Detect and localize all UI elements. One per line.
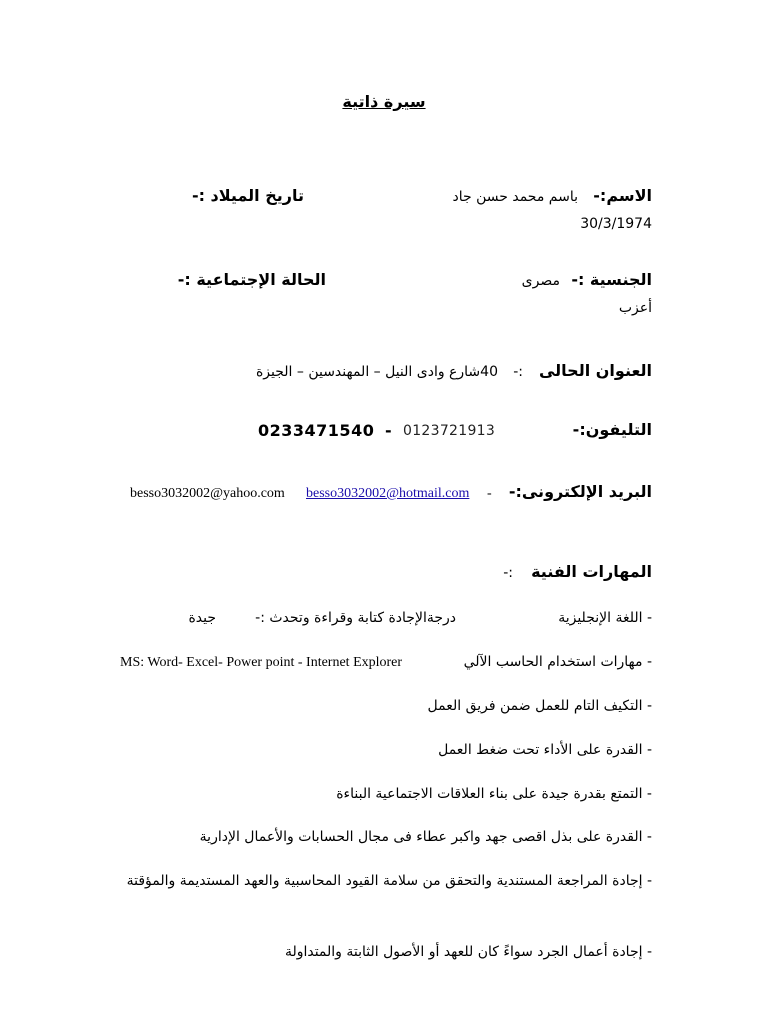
skill-computer-label: - مهارات استخدام الحاسب الآلي xyxy=(463,654,652,670)
skill-english-level: جيدة xyxy=(188,610,216,626)
email-sep: - xyxy=(487,486,492,501)
email-hotmail-link[interactable]: besso3032002@hotmail.com xyxy=(306,486,470,501)
skill-item-teamwork: - التكيف التام للعمل ضمن فريق العمل xyxy=(427,698,652,714)
birth-value: 30/3/1974 xyxy=(580,216,652,232)
page-title: سيرة ذاتية xyxy=(342,92,426,111)
phone-label: التليفون:- xyxy=(572,420,652,439)
birth-label: تاريخ الميلاد :- xyxy=(191,186,304,205)
email-yahoo: besso3032002@yahoo.com xyxy=(130,486,285,501)
nationality-label: الجنسية :- xyxy=(571,270,652,289)
skills-label: المهارات الفنية xyxy=(531,562,652,581)
skill-item-effort: - القدرة على بذل اقصى جهد واكبر عطاء فى مجال الحسابات والأعمال الإدارية xyxy=(199,829,652,845)
address-value: 40شارع وادى النيل – المهندسين – الجيزة xyxy=(255,364,498,380)
skill-english-degree: درجةالإجادة كتابة وقراءة وتحدث :- xyxy=(255,610,456,626)
name-value: باسم محمد حسن جاد xyxy=(452,189,578,205)
name-label: الاسم:- xyxy=(593,186,652,205)
phone-mobile: 0123721913 xyxy=(403,423,496,439)
skill-item-pressure: - القدرة على الأداء تحت ضغط العمل xyxy=(438,742,652,758)
marital-value: أعزب xyxy=(618,300,652,316)
nationality-value: مصرى xyxy=(521,273,560,289)
phone-dash: - xyxy=(385,421,393,440)
phone-landline: 0233471540 xyxy=(258,421,375,440)
marital-label: الحالة الإجتماعية :- xyxy=(177,270,326,289)
address-label: العنوان الحالى xyxy=(538,361,652,380)
skill-computer-programs: MS: Word- Excel- Power point - Internet Explorer xyxy=(120,655,403,670)
address-sep: :- xyxy=(513,364,523,380)
skills-sep: :- xyxy=(503,565,513,581)
skill-item-inventory: - إجادة أعمال الجرد سواءً كان للعهد أو الأصول الثابتة والمتداولة xyxy=(284,944,652,960)
email-label: البريد الإلكترونى:- xyxy=(508,482,652,501)
skill-english-label: - اللغة الإنجليزية xyxy=(558,610,652,626)
skill-item-auditing: - إجادة المراجعة المستندية والتحقق من سلامة القيود المحاسبية والعهد المستديمة والمؤقتة xyxy=(126,873,652,889)
skill-item-relations: - التمتع بقدرة جيدة على بناء العلاقات الاجتماعية البناءة xyxy=(336,786,652,802)
